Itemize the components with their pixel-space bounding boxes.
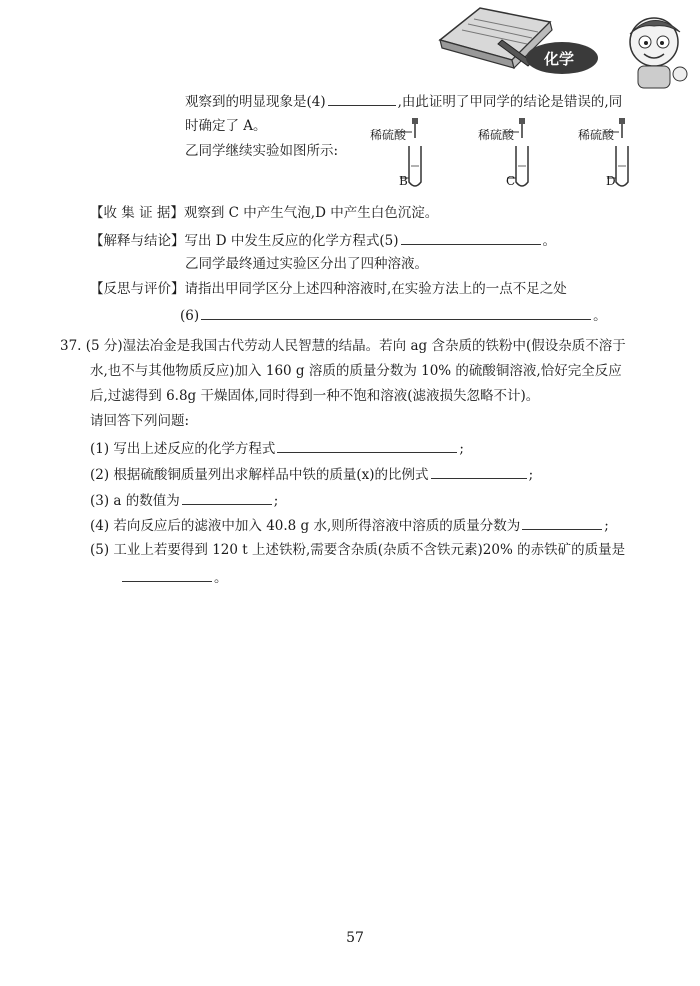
q37-item-1: (1) 写出上述反应的化学方程式 ; [90, 438, 464, 458]
tube-b-icon [409, 146, 421, 186]
tube-d-icon [616, 146, 628, 186]
answer-blank-4[interactable] [328, 91, 396, 106]
q37-item-2: (2) 根据硫酸铜质量列出求解样品中铁的质量(x)的比例式 ; [90, 464, 533, 484]
header-decoration [432, 0, 700, 90]
tube-b-reagent: 稀硫酸 [370, 128, 407, 142]
reflect-evaluate: 【反思与评价】请指出甲同学区分上述四种溶液时,在实验方法上的一点不足之处 [90, 281, 567, 297]
dropper-d-icon [604, 118, 625, 138]
q37-blank-5[interactable] [122, 567, 212, 582]
observation-line: 观察到的明显现象是(4) ,由此证明了甲同学的结论是错误的,同 [185, 91, 622, 111]
q37-line1: 37. (5 分)湿法冶金是我国古代劳动人民智慧的结晶。若向 ag 含杂质的铁粉中(假设杂质不溶于 [60, 338, 626, 354]
cartoon-boy-icon [630, 18, 687, 88]
dropper-c-icon [504, 118, 525, 138]
tube-d-reagent: 稀硫酸 [578, 128, 615, 142]
q37-blank-4[interactable] [522, 515, 602, 530]
q37-item-3: (3) a 的数值为 ; [90, 490, 278, 510]
tube-b-label: B [399, 174, 408, 188]
q37-item-4: (4) 若向反应后的滤液中加入 40.8 g 水,则所得溶液中溶质的质量分数为 ; [90, 515, 609, 535]
tube-d-label: D [606, 174, 616, 188]
tube-c-icon [516, 146, 528, 186]
q37-blank-1[interactable] [277, 438, 457, 453]
q37-blank-3[interactable] [182, 490, 272, 505]
reflect-answer-line: (6) 。 [180, 305, 607, 325]
collect-evidence: 【收 集 证 据】观察到 C 中产生气泡,D 中产生白色沉淀。 [90, 205, 439, 221]
page-number: 57 [346, 930, 364, 946]
q37-blank-2[interactable] [431, 464, 527, 479]
q37-line3: 后,过滤得到 6.8g 干燥固体,同时得到一种不饱和溶液(滤液损失忽略不计)。 [90, 388, 540, 404]
q37-item-5-answer: 。 [120, 567, 228, 587]
q37-item-5: (5) 工业上若要得到 120 t 上述铁粉,需要含杂质(杂质不含铁元素)20% 的赤铁矿的质量是 [90, 542, 626, 558]
tube-c-label: C [506, 174, 516, 188]
explain-conclusion: 【解释与结论】写出 D 中发生反应的化学方程式(5) 。 [90, 230, 556, 250]
subject-label: 化学 [544, 50, 575, 68]
answer-blank-6[interactable] [201, 305, 591, 320]
answer-blank-5[interactable] [401, 230, 541, 245]
tube-c-reagent: 稀硫酸 [478, 128, 515, 142]
q37-prompt: 请回答下列问题: [90, 413, 190, 429]
q37-line2: 水,也不与其他物质反应)加入 160 g 溶质的质量分数为 10% 的硫酸铜溶液,恰好完全反应 [90, 363, 622, 379]
confirm-line: 时确定了 A。 [185, 118, 267, 134]
experiment-intro: 乙同学继续实验如图所示: [185, 143, 339, 159]
dropper-b-icon [396, 118, 418, 138]
explain-conclusion-2: 乙同学最终通过实验区分出了四种溶液。 [185, 256, 428, 272]
